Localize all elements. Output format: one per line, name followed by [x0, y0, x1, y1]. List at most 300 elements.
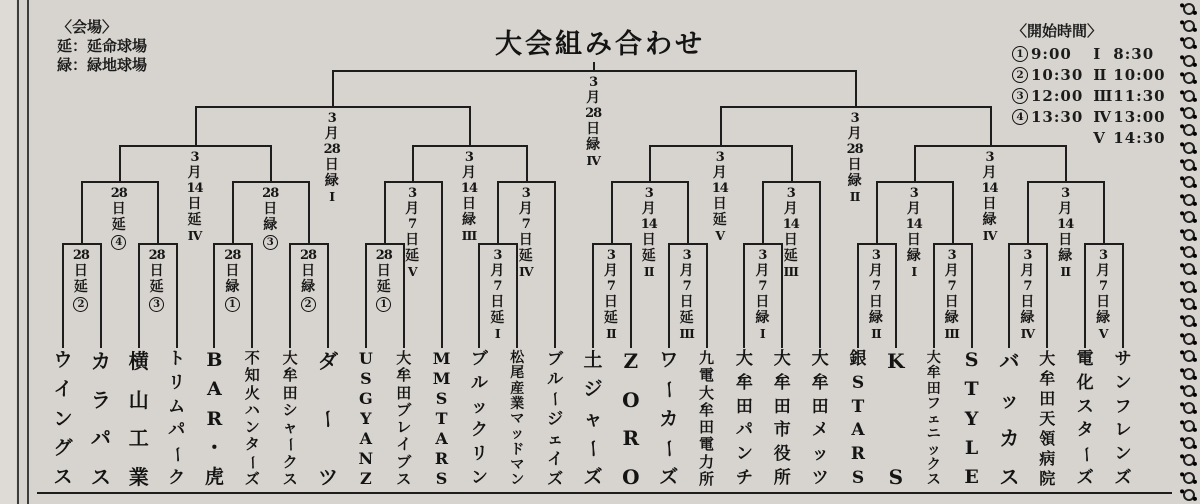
roman-number: I: [1093, 44, 1100, 63]
team-name-char: ジ: [547, 409, 564, 428]
label-char: II: [871, 326, 881, 341]
match-label: [485, 248, 509, 341]
label-char: 3: [758, 248, 767, 263]
circled-number: 2: [1012, 67, 1028, 83]
bracket-line-v: [384, 181, 386, 243]
team-name: [430, 351, 454, 487]
bracket-line-v: [365, 243, 367, 348]
label-char: 延: [603, 310, 618, 326]
start-time-row: [1012, 64, 1083, 85]
team-name-char: Z: [623, 349, 639, 373]
team-name-char: ー: [658, 438, 681, 458]
match-label: [400, 186, 424, 279]
label-char: I: [911, 264, 917, 279]
label-char: 日: [603, 294, 618, 310]
spiral-coil-icon: [1182, 210, 1196, 224]
team-name-char: ダ: [318, 349, 338, 373]
label-char: 緑: [1058, 248, 1073, 264]
label-char: III: [944, 326, 959, 341]
bracket-line-v: [857, 243, 859, 348]
team-name-char: 業: [510, 395, 525, 412]
venue-line: 緑：緑地球場: [57, 56, 148, 74]
venue-line: 延：延命球場: [57, 37, 148, 55]
spiral-coil-icon: [1182, 384, 1196, 398]
spiral-coil-icon: [1182, 123, 1196, 137]
team-name-char: B: [206, 349, 223, 371]
team-name-char: O: [622, 464, 640, 489]
label-char: 月: [847, 126, 862, 142]
team-name-char: ・: [204, 436, 224, 459]
team-name-char: ス: [396, 469, 412, 488]
bracket-line-v: [1084, 243, 1086, 348]
start-time: 13:30: [1031, 107, 1084, 126]
team-name-char: 牟: [396, 366, 412, 385]
roman-number: IV: [1093, 107, 1110, 126]
team-name-char: 電: [699, 366, 715, 385]
team-name-char: S: [435, 469, 448, 488]
team-name-char: イ: [547, 449, 564, 468]
bracket-line-v: [251, 243, 253, 348]
label-char: 28: [72, 248, 89, 263]
team-name-char: バ: [999, 349, 1020, 373]
team-name-char: T: [964, 378, 979, 401]
page-title: 大会組み合わせ: [495, 29, 705, 60]
label-char: 日: [679, 294, 694, 310]
bracket-line-h: [876, 181, 954, 183]
team-name-char: タ: [244, 435, 260, 454]
label-char: 緑: [1096, 310, 1111, 326]
team-name-char: ジ: [583, 378, 603, 401]
label-char: II: [1060, 264, 1071, 279]
bracket-line-v: [195, 106, 197, 145]
team-name-char: 九: [699, 349, 715, 367]
label-char: 3: [521, 186, 530, 201]
start-time-row: [1093, 85, 1165, 106]
match-label: [843, 111, 867, 204]
bracket-line-v: [469, 106, 471, 145]
team-name-char: ズ: [659, 466, 679, 488]
team-name-char: マ: [510, 411, 525, 427]
label-char: 14: [1057, 217, 1074, 232]
team-name-char: ン: [735, 444, 753, 465]
label-char: 3: [190, 150, 199, 165]
team-name-char: フ: [1114, 396, 1132, 417]
team-name: [202, 351, 226, 487]
label-char: 3: [909, 186, 918, 201]
team-name-char: E: [964, 466, 979, 488]
team-name-char: ド: [510, 441, 525, 458]
team-name-char: 牟: [282, 366, 298, 385]
label-char: 28: [148, 248, 165, 263]
spiral-coil-icon: [1182, 419, 1196, 433]
start-time: 10:00: [1113, 65, 1166, 84]
start-time: 8:30: [1113, 44, 1155, 63]
team-name-char: 横: [128, 349, 149, 373]
team-name-char: M: [432, 349, 451, 368]
team-name-char: 田: [1039, 389, 1056, 408]
team-name: [165, 351, 189, 487]
label-char: 緑: [586, 137, 601, 153]
bracket-line-v: [1122, 243, 1124, 348]
bracket-line-v: [1027, 181, 1029, 243]
label-char: 月: [783, 201, 798, 217]
label-char: 28: [323, 142, 340, 157]
bracket-line-h: [743, 243, 783, 245]
bracket-line-h: [232, 181, 310, 183]
team-name-char: ン: [53, 407, 73, 430]
match-label: [779, 186, 803, 279]
team-name-char: ッ: [999, 387, 1020, 412]
team-name-char: 田: [396, 383, 412, 402]
team-name-char: 田: [773, 396, 791, 417]
label-char: 日: [461, 196, 476, 212]
team-name-char: ム: [168, 396, 186, 417]
bracket-line-v: [876, 181, 878, 243]
team-name-char: A: [359, 429, 373, 448]
team-name-char: ズ: [244, 469, 260, 488]
match-label: [183, 150, 207, 243]
label-char: 日: [868, 294, 883, 310]
team-name: [278, 351, 302, 487]
spiral-coil-icon: [1182, 471, 1196, 485]
match-label: [1015, 248, 1039, 341]
label-char: 月: [1020, 263, 1035, 279]
bracket-line-v: [895, 243, 897, 348]
team-name-char: 田: [699, 418, 715, 437]
team-name-char: 火: [244, 383, 260, 402]
team-name-char: 大: [811, 349, 829, 369]
label-char: IV: [586, 153, 600, 168]
label-char: 3: [850, 111, 859, 126]
team-name-char: ニ: [926, 426, 941, 443]
label-char: V: [1098, 326, 1108, 341]
start-time-row: [1093, 64, 1165, 85]
team-name: [505, 351, 529, 487]
start-time-row: [1093, 106, 1165, 127]
label-char: 3: [947, 248, 956, 263]
label-char: 7: [758, 279, 767, 294]
team-name: [316, 351, 340, 487]
label-char: 月: [868, 263, 883, 279]
team-name-char: 大: [735, 349, 753, 369]
page-border-line: [27, 0, 29, 504]
match-label: [69, 248, 93, 312]
team-name-char: ー: [582, 438, 605, 458]
match-label: [220, 248, 244, 312]
team-name-char: A: [851, 420, 865, 441]
team-name: [467, 351, 491, 487]
label-char: 14: [981, 181, 998, 196]
bracket-line-h: [478, 243, 518, 245]
spiral-coil-icon: [1182, 36, 1196, 50]
label-char: 緑: [847, 173, 862, 189]
start-time-row: [1093, 43, 1165, 64]
team-name-char: 病: [1039, 449, 1056, 468]
label-char: 延: [73, 279, 88, 295]
team-name-char: L: [964, 436, 979, 459]
bracket-line-h: [289, 243, 329, 245]
team-name: [770, 351, 794, 487]
team-name: [732, 351, 756, 487]
team-name-char: 電: [699, 435, 715, 454]
bracket-line-v: [952, 181, 954, 243]
label-char: 日: [73, 263, 88, 279]
team-name-char: 尾: [510, 365, 525, 382]
bracket-line-v: [308, 181, 310, 243]
team-name-char: ン: [1114, 372, 1132, 393]
team-name-char: Y: [964, 407, 979, 430]
circled-game-number: 3: [263, 235, 278, 250]
team-name-char: 虎: [204, 466, 224, 488]
spiral-coil-icon: [1182, 436, 1196, 450]
bracket-line-h: [1008, 243, 1048, 245]
label-char: 緑: [982, 212, 997, 228]
label-char: 日: [1058, 232, 1073, 248]
label-char: 3: [464, 150, 473, 165]
bracket-line-h: [332, 70, 857, 72]
team-name-char: 業: [128, 464, 149, 489]
team-name-char: ワ: [659, 349, 679, 371]
team-name-char: カ: [90, 349, 111, 373]
bracket-line-v: [289, 243, 291, 348]
label-char: 月: [461, 165, 476, 181]
bracket-line-v: [497, 181, 499, 243]
circled-game-number: 1: [376, 297, 391, 312]
label-char: 7: [606, 279, 615, 294]
team-name-char: ツ: [318, 465, 338, 489]
label-char: 7: [521, 217, 530, 232]
label-char: II: [606, 326, 616, 341]
team-name-char: レ: [1114, 420, 1132, 441]
label-char: 月: [641, 201, 656, 217]
spiral-coil-icon: [1182, 488, 1196, 502]
team-name-char: 所: [773, 467, 791, 488]
bracket-line-v: [933, 243, 935, 348]
match-label: [1091, 248, 1115, 341]
bracket-line-h: [857, 243, 897, 245]
team-name-char: 田: [735, 396, 753, 417]
team-name-char: O: [622, 387, 640, 412]
spiral-coil-icon: [1182, 71, 1196, 85]
label-char: III: [461, 228, 477, 243]
team-name-char: ャ: [282, 418, 298, 437]
label-char: 日: [111, 201, 126, 217]
champion-stub-line: [593, 62, 595, 70]
team-name-char: ス: [999, 464, 1020, 489]
team-name-char: 領: [1039, 429, 1056, 448]
team-name-char: ン: [470, 467, 488, 488]
team-name-char: K: [887, 349, 905, 373]
bracket-line-v: [668, 243, 670, 348]
team-name-char: 田: [282, 383, 298, 402]
label-char: II: [849, 189, 860, 204]
label-char: 月: [906, 201, 921, 217]
team-name-char: イ: [396, 435, 412, 454]
team-name-char: 牟: [1039, 369, 1056, 388]
label-char: 日: [755, 294, 770, 310]
circled-game-number: 3: [149, 297, 164, 312]
label-char: 延: [187, 212, 202, 228]
bracket-line-v: [1046, 243, 1048, 348]
match-label: [258, 186, 282, 250]
bracket-line-v: [706, 243, 708, 348]
team-name-char: パ: [168, 420, 186, 441]
bracket-line-h: [195, 106, 471, 108]
bracket-line-v: [914, 145, 916, 181]
team-name-char: Y: [360, 409, 372, 428]
team-name-char: U: [358, 349, 373, 368]
bracket-line-v: [119, 145, 121, 181]
team-name-char: ス: [90, 464, 111, 489]
bracket-line-v: [327, 243, 329, 348]
label-char: 3: [408, 186, 417, 201]
team-name-char: カ: [999, 426, 1020, 451]
team-name-char: イ: [53, 378, 73, 401]
team-name-char: 銀: [849, 349, 867, 369]
team-name-char: ス: [53, 466, 73, 488]
label-char: 緑: [906, 248, 921, 264]
start-time-row: [1012, 43, 1083, 64]
spiral-coil-icon: [1182, 280, 1196, 294]
team-name-char: 牟: [926, 365, 941, 382]
team-name-char: ス: [1076, 396, 1094, 417]
team-name-char: 所: [699, 469, 715, 488]
spiral-coil-icon: [1182, 227, 1196, 241]
label-char: 3: [644, 186, 653, 201]
spiral-coil-icon: [1182, 141, 1196, 155]
bracket-line-v: [213, 243, 215, 348]
bracket-line-h: [412, 145, 528, 147]
label-char: 日: [301, 263, 316, 279]
team-name-char: ッ: [470, 396, 488, 417]
label-char: 日: [405, 232, 420, 248]
team-name-char: A: [207, 378, 222, 401]
team-name-char: ル: [470, 372, 488, 393]
label-char: 28: [585, 106, 602, 121]
team-name: [127, 351, 151, 487]
team-name: [922, 351, 946, 487]
team-name: [1111, 351, 1135, 487]
label-char: 28: [846, 142, 863, 157]
bracket-line-v: [720, 106, 722, 145]
label-char: 延: [149, 279, 164, 295]
team-name-char: ッ: [510, 426, 525, 443]
label-char: IV: [1020, 326, 1035, 341]
label-char: 延: [490, 310, 505, 326]
label-char: 3: [589, 75, 598, 90]
match-label: [107, 186, 131, 250]
team-name: [1035, 351, 1059, 487]
label-char: 7: [682, 279, 691, 294]
team-name-char: 大: [773, 349, 791, 369]
team-name-char: ス: [926, 472, 941, 488]
team-name-char: サ: [1114, 349, 1132, 369]
team-name: [997, 351, 1021, 487]
team-name-char: 牟: [773, 372, 791, 393]
bracket-line-v: [157, 181, 159, 243]
spiral-coil-icon: [1182, 106, 1196, 120]
label-char: 日: [712, 196, 727, 212]
label-char: 28: [110, 186, 127, 201]
team-name: [619, 351, 643, 487]
start-time: 12:00: [1031, 86, 1084, 105]
team-name-char: ズ: [1114, 467, 1132, 488]
team-name-char: 電: [1076, 349, 1094, 369]
start-time: 13:00: [1113, 107, 1166, 126]
match-label: [675, 248, 699, 341]
label-char: 7: [1023, 279, 1032, 294]
team-name-char: リ: [168, 372, 186, 393]
label-char: 3: [1061, 186, 1070, 201]
label-char: 日: [906, 232, 921, 248]
team-name: [808, 351, 832, 487]
match-label: [320, 111, 344, 204]
label-char: 月: [586, 90, 601, 106]
page-border-line: [17, 0, 19, 504]
match-label: [1053, 186, 1077, 279]
label-char: 28: [300, 248, 317, 263]
bracket-line-v: [270, 145, 272, 181]
start-times-legend: [1012, 20, 1182, 148]
spiral-coil-icon: [1182, 349, 1196, 363]
label-char: 日: [225, 263, 240, 279]
spiral-coil-icon: [1182, 158, 1196, 172]
team-name: [89, 351, 113, 487]
spiral-coil-icon: [1182, 2, 1196, 16]
label-char: V: [715, 228, 725, 243]
team-name: [51, 351, 75, 487]
team-name-char: 牟: [735, 372, 753, 393]
label-char: 緑: [755, 310, 770, 326]
label-char: 28: [224, 248, 241, 263]
spiral-coil-icon: [1182, 54, 1196, 68]
team-name-char: ク: [168, 467, 186, 488]
bracket-line-h: [1084, 243, 1124, 245]
bracket-line-v: [100, 243, 102, 348]
label-char: 緑: [225, 279, 240, 295]
team-name-char: ブ: [470, 349, 488, 369]
team-name-char: 山: [128, 387, 149, 412]
label-char: III: [679, 326, 694, 341]
team-name-char: 院: [1039, 469, 1056, 488]
bracket-line-v: [819, 181, 821, 348]
team-name-char: カ: [659, 407, 679, 430]
team-name-char: A: [435, 429, 448, 448]
team-name-char: S: [964, 349, 979, 371]
bracket-line-h: [720, 106, 992, 108]
label-char: 月: [679, 263, 694, 279]
label-char: I: [759, 326, 765, 341]
bracket-line-h: [213, 243, 253, 245]
label-char: 3: [682, 248, 691, 263]
team-name-char: ク: [470, 420, 488, 441]
team-name-char: 力: [699, 452, 715, 471]
match-label: [864, 248, 888, 341]
label-char: 3: [985, 150, 994, 165]
team-name-char: レ: [396, 418, 412, 437]
team-name-char: ン: [244, 418, 260, 437]
spiral-coil-icon: [1182, 453, 1196, 467]
team-name-char: シ: [282, 400, 298, 419]
team-name-char: N: [358, 449, 374, 468]
team-name-char: パ: [90, 426, 111, 451]
bracket-line-v: [743, 243, 745, 348]
label-char: 延: [405, 248, 420, 264]
spiral-coil-icon: [1182, 175, 1196, 189]
start-times-circled-column: [1012, 43, 1083, 148]
label-char: 緑: [1020, 310, 1035, 326]
circled-game-number: 4: [111, 235, 126, 250]
